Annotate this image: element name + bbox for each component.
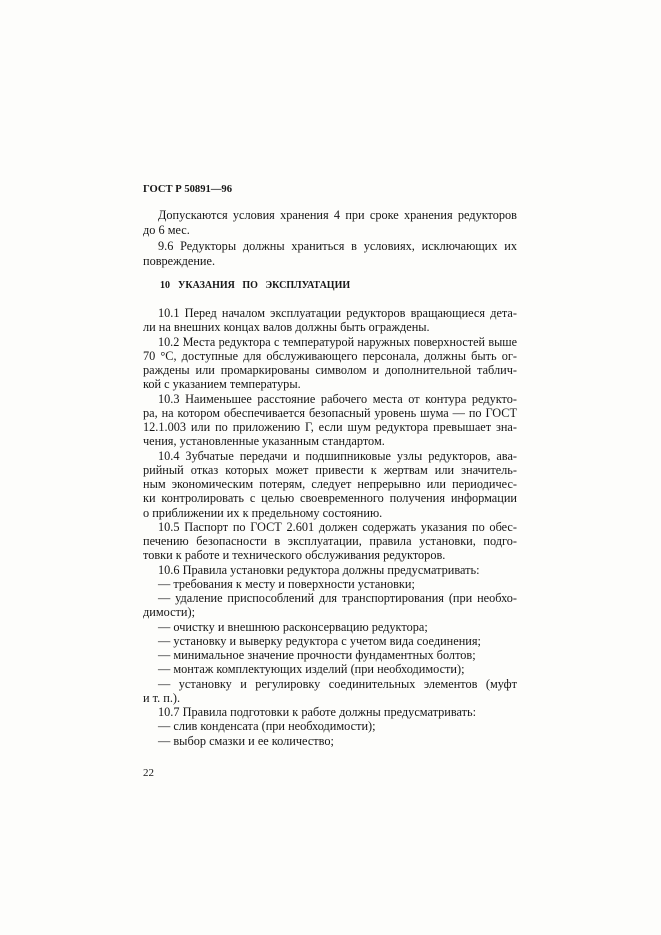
text-line: 9.6 Редукторы должны храниться в условиях, исключающих их — [158, 238, 517, 253]
text-line: 10.5 Паспорт по ГОСТ 2.601 должен содержать указания по обес- — [158, 519, 517, 534]
text-line: — требования к месту и поверхности установки; — [158, 576, 415, 591]
text-line: и т. п.). — [143, 690, 181, 705]
text-line: — минимальное значение прочности фундаментных болтов; — [158, 648, 476, 662]
text-line: 70 °С, доступные для обслуживающего персонала, должны быть ог- — [143, 348, 517, 363]
list-item — [143, 677, 517, 706]
section-title: УКАЗАНИЯ ПО ЭКСПЛУАТАЦИИ — [178, 280, 351, 291]
text-line: 10.2 Места редуктора с температурой наружных поверхностей выше — [158, 334, 517, 349]
text-line: 10.1 Перед началом эксплуатации редукторов вращающиеся дета- — [158, 306, 517, 320]
text-line: 10.7 Правила подготовки к работе должны предусматривать: — [158, 705, 477, 719]
text-line: печению безопасности в эксплуатации, правила установки, подго- — [143, 534, 517, 548]
text-line: рийный отказ которых может привести к жертвам или значитель- — [143, 462, 517, 477]
text-line: — выбор смазки и ее количество; — [158, 733, 334, 748]
paragraph-10-2 — [143, 335, 517, 392]
text-line: 10.6 Правила установки редуктора должны предусматривать: — [158, 562, 480, 577]
page-number: 22 — [143, 767, 154, 779]
text-line: — установку и регулировку соединительных элементов (муфт — [158, 676, 517, 691]
text-line: раждены или промаркированы символом и дополнительной таблич- — [143, 363, 517, 377]
text-line: Допускаются условия хранения 4 при сроке хранения редукторов — [158, 208, 517, 222]
text-line: — удаление приспособлений для транспортирования (при необхо- — [158, 591, 517, 605]
text-line: 10.4 Зубчатые передачи и подшипниковые узлы редукторов, ава- — [158, 448, 517, 463]
paragraph-10-7 — [143, 705, 517, 719]
text-line: ным экономическим потерям, следует непрерывно или периодичес- — [143, 477, 517, 491]
list-item — [143, 620, 517, 634]
text-line: чения, установленные указанным стандартом. — [143, 434, 385, 449]
text-line: — установку и выверку редуктора с учетом вида соединения; — [158, 633, 481, 648]
text-line: 10.3 Наименьшее расстояние рабочего места от контура редукто- — [158, 391, 517, 406]
text-line: ра, на котором обеспечивается безопасный уровень шума — по ГОСТ — [143, 405, 517, 420]
section-number: 10 — [160, 280, 170, 291]
text-line: димости); — [143, 605, 195, 620]
text-block-storage — [143, 208, 517, 269]
list-item — [143, 634, 517, 648]
paragraph-10-3 — [143, 392, 517, 449]
text-line: 12.1.003 или по приложению Г, если шум редуктора превышает зна- — [143, 420, 517, 434]
paragraph-storage-conditions — [143, 208, 517, 239]
text-line: до 6 мес. — [143, 223, 190, 238]
list-item — [143, 662, 517, 676]
text-line: — монтаж комплектующих изделий (при необходимости); — [158, 662, 465, 677]
text-block-operation — [143, 306, 517, 748]
text-line: о приближении их к предельному состоянию. — [143, 505, 383, 520]
paragraph-9-6 — [143, 239, 517, 270]
section-heading — [160, 279, 350, 293]
paragraph-10-1 — [143, 306, 517, 335]
list-item — [143, 591, 517, 620]
list-item — [143, 577, 517, 591]
paragraph-10-4 — [143, 449, 517, 520]
text-line: кой с указанием температуры. — [143, 377, 301, 392]
document-code-header: ГОСТ Р 50891—96 — [143, 184, 233, 195]
list-item — [143, 719, 517, 733]
text-line: ки контролировать с целью своевременного получения информации — [143, 491, 517, 506]
paragraph-10-5 — [143, 520, 517, 563]
list-item — [143, 734, 517, 748]
text-line: ли на внешних концах валов должны быть ограждены. — [143, 320, 430, 335]
list-item — [143, 648, 517, 662]
paragraph-10-6 — [143, 563, 517, 577]
text-line: — слив конденсата (при необходимости); — [158, 719, 376, 734]
text-line: — очистку и внешнюю расконсервацию редуктора; — [158, 619, 428, 634]
text-line: товки к работе и технического обслуживания редукторов. — [143, 548, 446, 563]
text-line: повреждение. — [143, 253, 216, 268]
